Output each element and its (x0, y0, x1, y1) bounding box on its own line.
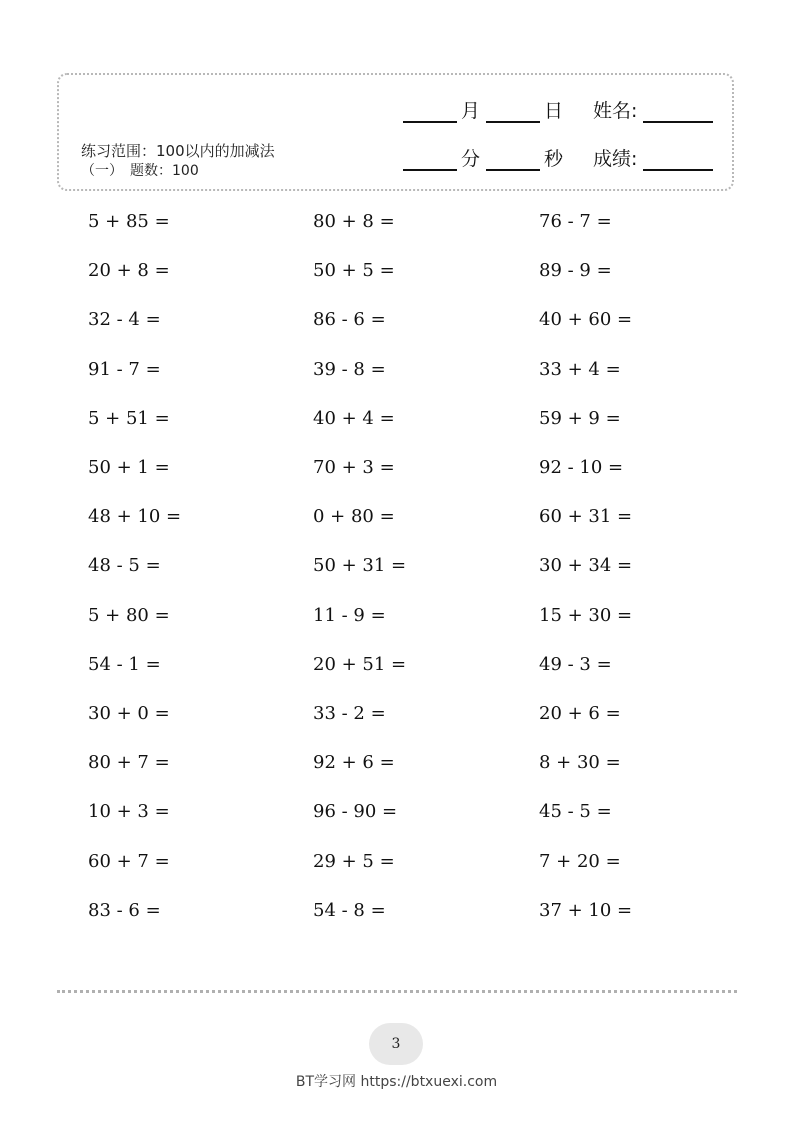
score-label: 成绩: (593, 148, 638, 170)
math-problem: 0 + 80 = (313, 506, 395, 528)
math-problem: 11 - 9 = (313, 604, 386, 626)
math-problem: 8 + 30 = (539, 752, 621, 774)
math-problem: 15 + 30 = (539, 604, 633, 626)
math-problem: 80 + 8 = (313, 211, 395, 233)
math-problem: 30 + 34 = (539, 555, 633, 577)
name-label: 姓名: (593, 100, 638, 122)
dotted-divider (57, 990, 737, 993)
practice-range (81, 141, 275, 181)
math-problem: 45 - 5 = (539, 801, 612, 823)
math-problem: 96 - 90 = (313, 801, 398, 823)
math-problem: 10 + 3 = (88, 801, 170, 823)
math-problem: 91 - 7 = (88, 358, 161, 380)
math-problem: 50 + 5 = (313, 260, 395, 282)
worksheet-header (57, 73, 734, 191)
math-problem: 20 + 51 = (313, 653, 407, 675)
time-score-row (403, 147, 713, 171)
math-problem: 20 + 8 = (88, 260, 170, 282)
math-problem: 30 + 0 = (88, 702, 170, 724)
month-blank[interactable] (403, 99, 457, 123)
math-problem: 70 + 3 = (313, 457, 395, 479)
day-label: 日 (544, 100, 564, 122)
name-blank[interactable] (643, 99, 713, 123)
math-problem: 60 + 31 = (539, 506, 633, 528)
math-problem: 40 + 4 = (313, 407, 395, 429)
second-label: 秒 (544, 148, 564, 170)
math-problem: 83 - 6 = (88, 899, 161, 921)
math-problem: 33 - 2 = (313, 702, 386, 724)
score-blank[interactable] (643, 147, 713, 171)
math-problem: 5 + 85 = (88, 211, 170, 233)
math-problem: 5 + 51 = (88, 407, 170, 429)
math-problem: 59 + 9 = (539, 407, 621, 429)
math-problem: 37 + 10 = (539, 899, 633, 921)
math-problem: 50 + 31 = (313, 555, 407, 577)
problem-grid (88, 197, 748, 935)
math-problem: 48 + 10 = (88, 506, 182, 528)
math-problem: 50 + 1 = (88, 457, 170, 479)
math-problem: 39 - 8 = (313, 358, 386, 380)
math-problem: 89 - 9 = (539, 260, 612, 282)
second-blank[interactable] (486, 147, 540, 171)
math-problem: 92 - 10 = (539, 457, 624, 479)
math-problem: 48 - 5 = (88, 555, 161, 577)
math-problem: 32 - 4 = (88, 309, 161, 331)
math-problem: 33 + 4 = (539, 358, 621, 380)
minute-label: 分 (461, 148, 481, 170)
math-problem: 54 - 8 = (313, 899, 386, 921)
math-problem: 60 + 7 = (88, 850, 170, 872)
footer-watermark: BT学习网 https://btxuexi.com (295, 1074, 498, 1090)
day-blank[interactable] (486, 99, 540, 123)
math-problem: 54 - 1 = (88, 653, 161, 675)
math-problem: 49 - 3 = (539, 653, 612, 675)
math-problem: 29 + 5 = (313, 850, 395, 872)
math-problem: 80 + 7 = (88, 752, 170, 774)
math-problem: 7 + 20 = (539, 850, 621, 872)
math-problem: 20 + 6 = (539, 702, 621, 724)
math-problem: 40 + 60 = (539, 309, 633, 331)
question-count-text: （一） 题数：100 (81, 163, 199, 179)
math-problem: 5 + 80 = (88, 604, 170, 626)
date-name-row (403, 99, 713, 123)
range-text: 练习范围：100以内的加减法 (81, 142, 275, 160)
math-problem: 92 + 6 = (313, 752, 395, 774)
math-problem: 86 - 6 = (313, 309, 386, 331)
minute-blank[interactable] (403, 147, 457, 171)
math-problem: 76 - 7 = (539, 211, 612, 233)
page-number: 3 (369, 1023, 423, 1065)
month-label: 月 (461, 100, 481, 122)
